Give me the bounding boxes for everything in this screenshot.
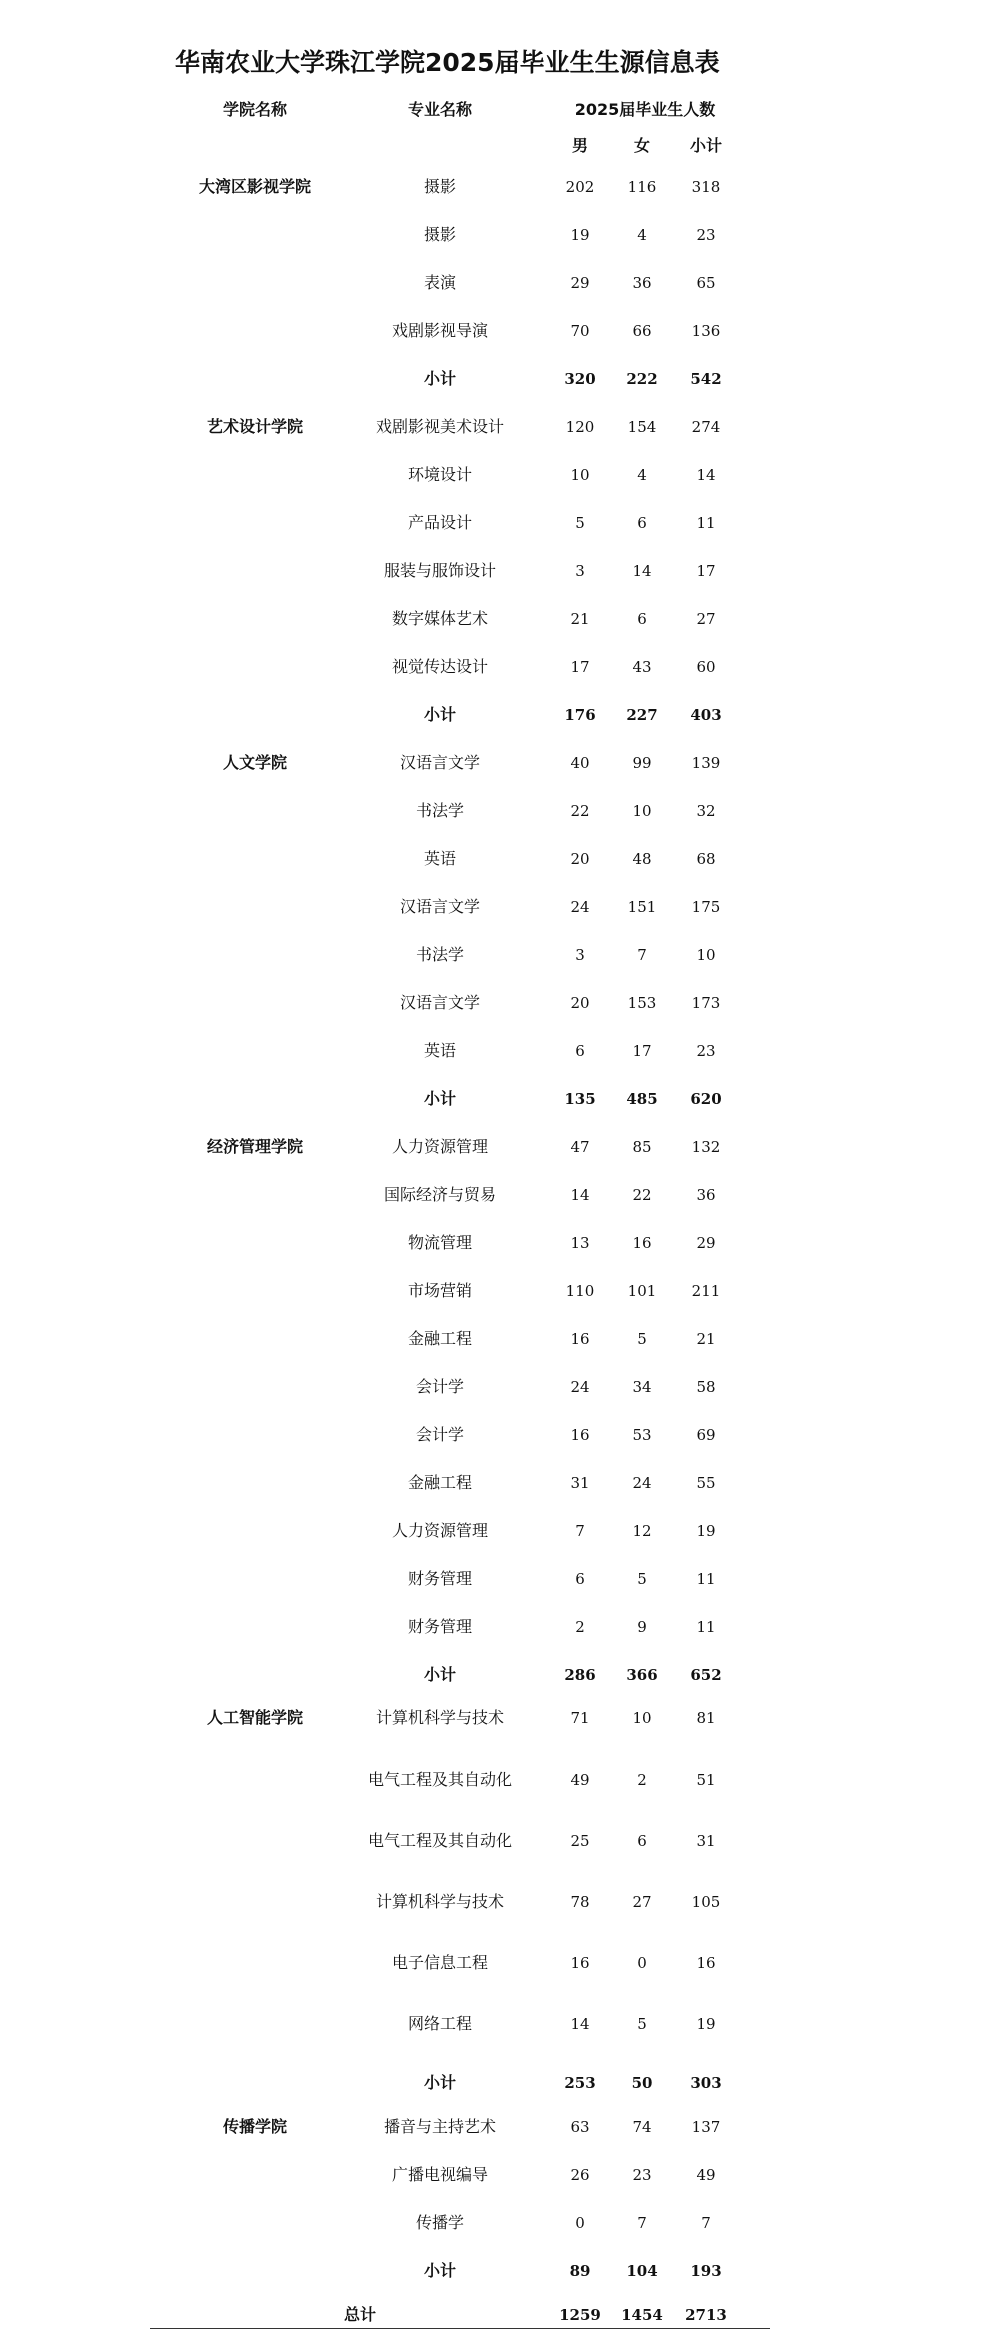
male-count: 25 [570, 1831, 590, 1850]
row-subtotal: 542 [690, 369, 722, 388]
male-count: 320 [564, 369, 596, 388]
male-count: 10 [570, 465, 590, 484]
college-name: 经济管理学院 [206, 1137, 303, 1156]
row-subtotal: 68 [696, 849, 716, 868]
row-subtotal: 19 [696, 2014, 716, 2033]
female-count: 154 [627, 417, 657, 436]
college-name [150, 2160, 360, 2190]
female-count: 27 [632, 1892, 652, 1911]
row-subtotal: 11 [696, 513, 716, 532]
table-row [0, 220, 1002, 250]
row-subtotal: 136 [691, 321, 721, 340]
college-name: 人工智能学院 [206, 1708, 303, 1727]
major-name: 电气工程及其自动化 [367, 1770, 512, 1789]
college-name [150, 1660, 360, 1690]
male-count: 22 [570, 801, 590, 820]
major-name: 摄影 [423, 225, 456, 244]
college-name [150, 364, 360, 394]
major-name: 金融工程 [407, 1473, 472, 1492]
row-subtotal: 21 [696, 1329, 716, 1348]
major-name: 市场营销 [407, 1281, 472, 1300]
male-count: 16 [570, 1329, 590, 1348]
table-row [0, 1826, 1002, 1856]
college-name [150, 1564, 360, 1594]
major-name: 汉语言文学 [399, 897, 480, 916]
female-count: 5 [637, 2014, 647, 2033]
page-title: 华南农业大学珠江学院2025届毕业生生源信息表 [175, 48, 720, 77]
subtotal-row [0, 1660, 1002, 1690]
row-subtotal: 137 [691, 2117, 721, 2136]
major-name: 汉语言文学 [399, 753, 480, 772]
male-count: 47 [570, 1137, 590, 1156]
row-subtotal: 60 [696, 657, 716, 676]
row-subtotal: 620 [690, 1089, 722, 1108]
header-major: 专业名称 [407, 100, 472, 119]
major-name: 财务管理 [407, 1569, 472, 1588]
female-count: 85 [632, 1137, 652, 1156]
female-count: 485 [626, 1089, 658, 1108]
header-male: 男 [571, 136, 588, 155]
major-name: 人力资源管理 [391, 1521, 488, 1540]
college-name [150, 460, 360, 490]
table-row [0, 1948, 1002, 1978]
college-name [150, 652, 360, 682]
row-subtotal: 23 [696, 1041, 716, 1060]
row-subtotal: 274 [691, 417, 721, 436]
table-row [0, 1180, 1002, 1210]
college-name [150, 1036, 360, 1066]
male-count: 13 [570, 1233, 590, 1252]
female-count: 2 [637, 1770, 647, 1789]
total-row [0, 2300, 1002, 2330]
row-subtotal: 14 [696, 465, 716, 484]
table-row [0, 556, 1002, 586]
college-name [150, 220, 360, 250]
major-name: 服装与服饰设计 [383, 561, 496, 580]
major-name: 小计 [423, 1089, 456, 1108]
college-name [150, 892, 360, 922]
college-name [150, 940, 360, 970]
table-row [0, 2112, 1002, 2142]
table-row [0, 460, 1002, 490]
major-name: 汉语言文学 [399, 993, 480, 1012]
row-subtotal: 652 [690, 1665, 722, 1684]
major-name: 书法学 [415, 945, 464, 964]
total-label: 总计 [343, 2305, 376, 2324]
row-subtotal: 7 [701, 2213, 711, 2232]
male-count: 26 [570, 2165, 590, 2184]
female-count: 23 [632, 2165, 652, 2184]
major-name: 产品设计 [407, 513, 472, 532]
table-row [0, 1372, 1002, 1402]
male-count: 63 [570, 2117, 590, 2136]
female-count: 74 [632, 2117, 652, 2136]
college-name [150, 1516, 360, 1546]
female-count: 50 [631, 2073, 653, 2092]
college-name [150, 1372, 360, 1402]
major-name: 小计 [423, 2261, 456, 2280]
college-name [150, 796, 360, 826]
male-count: 17 [570, 657, 590, 676]
male-count: 21 [570, 609, 590, 628]
major-name: 广播电视编导 [391, 2165, 488, 2184]
male-count: 49 [570, 1770, 590, 1789]
male-count: 20 [570, 993, 590, 1012]
major-name: 小计 [423, 1665, 456, 1684]
row-subtotal: 19 [696, 1521, 716, 1540]
table-row [0, 2160, 1002, 2190]
college-name [150, 1612, 360, 1642]
female-count: 153 [627, 993, 657, 1012]
table-row [0, 1887, 1002, 1917]
major-name: 数字媒体艺术 [391, 609, 488, 628]
male-count: 40 [570, 753, 590, 772]
table-row [0, 1132, 1002, 1162]
female-count: 4 [637, 225, 647, 244]
row-subtotal: 65 [696, 273, 716, 292]
total-female: 1454 [621, 2305, 663, 2324]
table-row [0, 1420, 1002, 1450]
male-count: 135 [564, 1089, 596, 1108]
row-subtotal: 29 [696, 1233, 716, 1252]
row-subtotal: 139 [691, 753, 721, 772]
female-count: 104 [626, 2261, 658, 2280]
subtotal-row [0, 364, 1002, 394]
table-row [0, 172, 1002, 202]
female-count: 17 [632, 1041, 652, 1060]
table-row [0, 940, 1002, 970]
female-count: 101 [627, 1281, 657, 1300]
table-row [0, 652, 1002, 682]
college-name [150, 1324, 360, 1354]
college-name [150, 700, 360, 730]
major-name: 金融工程 [407, 1329, 472, 1348]
row-subtotal: 32 [696, 801, 716, 820]
row-subtotal: 11 [696, 1569, 716, 1588]
major-name: 小计 [423, 2073, 456, 2092]
header-count-group: 2025届毕业生人数 [574, 100, 716, 119]
male-count: 71 [570, 1708, 590, 1727]
major-name: 视觉传达设计 [391, 657, 488, 676]
row-subtotal: 69 [696, 1425, 716, 1444]
college-name [150, 2208, 360, 2238]
row-subtotal: 132 [691, 1137, 721, 1156]
female-count: 34 [632, 1377, 652, 1396]
college-name [150, 604, 360, 634]
female-count: 43 [632, 657, 652, 676]
female-count: 366 [626, 1665, 658, 1684]
college-name: 大湾区影视学院 [198, 177, 311, 196]
row-subtotal: 81 [696, 1708, 716, 1727]
subtotal-row [0, 2256, 1002, 2286]
row-subtotal: 11 [696, 1617, 716, 1636]
major-name: 会计学 [415, 1425, 464, 1444]
male-count: 16 [570, 1425, 590, 1444]
female-count: 10 [632, 801, 652, 820]
table-row [0, 796, 1002, 826]
table-row [0, 316, 1002, 346]
college-name [150, 1826, 360, 1856]
row-subtotal: 303 [690, 2073, 722, 2092]
major-name: 网络工程 [407, 2014, 472, 2033]
major-name: 小计 [423, 369, 456, 388]
row-subtotal: 31 [696, 1831, 716, 1850]
table-row [0, 2009, 1002, 2039]
college-name [150, 508, 360, 538]
female-count: 48 [632, 849, 652, 868]
major-name: 电气工程及其自动化 [367, 1831, 512, 1850]
major-name: 戏剧影视美术设计 [375, 417, 504, 436]
college-name [150, 1765, 360, 1795]
row-subtotal: 17 [696, 561, 716, 580]
major-name: 电子信息工程 [391, 1953, 488, 1972]
total-divider [150, 2328, 770, 2329]
male-count: 89 [569, 2261, 591, 2280]
college-name [150, 2009, 360, 2039]
male-count: 6 [575, 1041, 585, 1060]
female-count: 12 [632, 1521, 652, 1540]
college-name [150, 268, 360, 298]
row-subtotal: 27 [696, 609, 716, 628]
row-subtotal: 173 [691, 993, 721, 1012]
college-name [150, 2068, 360, 2098]
male-count: 14 [570, 2014, 590, 2033]
female-count: 9 [637, 1617, 647, 1636]
female-count: 10 [632, 1708, 652, 1727]
row-subtotal: 49 [696, 2165, 716, 2184]
female-count: 99 [632, 753, 652, 772]
college-name [150, 844, 360, 874]
major-name: 英语 [423, 1041, 456, 1060]
male-count: 2 [575, 1617, 585, 1636]
subtotal-row [0, 700, 1002, 730]
female-count: 222 [626, 369, 658, 388]
major-name: 会计学 [415, 1377, 464, 1396]
college-name: 传播学院 [222, 2117, 287, 2136]
table-row [0, 748, 1002, 778]
table-row [0, 1703, 1002, 1733]
row-subtotal: 51 [696, 1770, 716, 1789]
male-count: 29 [570, 273, 590, 292]
female-count: 227 [626, 705, 658, 724]
row-subtotal: 16 [696, 1953, 716, 1972]
major-name: 国际经济与贸易 [383, 1185, 496, 1204]
male-count: 5 [575, 513, 585, 532]
table-row [0, 604, 1002, 634]
table-row [0, 1324, 1002, 1354]
major-name: 传播学 [415, 2213, 464, 2232]
female-count: 7 [637, 945, 647, 964]
male-count: 6 [575, 1569, 585, 1588]
male-count: 14 [570, 1185, 590, 1204]
college-name [150, 988, 360, 1018]
female-count: 6 [637, 513, 647, 532]
table-row [0, 1516, 1002, 1546]
male-count: 19 [570, 225, 590, 244]
male-count: 20 [570, 849, 590, 868]
major-name: 戏剧影视导演 [391, 321, 488, 340]
row-subtotal: 318 [691, 177, 721, 196]
subtotal-row [0, 1084, 1002, 1114]
table-row [0, 268, 1002, 298]
table-row [0, 988, 1002, 1018]
header-college: 学院名称 [222, 100, 287, 119]
male-count: 31 [570, 1473, 590, 1492]
major-name: 计算机科学与技术 [375, 1708, 504, 1727]
college-name [150, 1887, 360, 1917]
major-name: 表演 [423, 273, 456, 292]
male-count: 3 [575, 945, 585, 964]
female-count: 14 [632, 561, 652, 580]
male-count: 202 [565, 177, 595, 196]
row-subtotal: 10 [696, 945, 716, 964]
college-name: 人文学院 [222, 753, 287, 772]
college-name [150, 2256, 360, 2286]
major-name: 小计 [423, 705, 456, 724]
female-count: 0 [637, 1953, 647, 1972]
female-count: 151 [627, 897, 657, 916]
row-subtotal: 36 [696, 1185, 716, 1204]
table-row [0, 508, 1002, 538]
table-row [0, 844, 1002, 874]
table-row [0, 892, 1002, 922]
female-count: 36 [632, 273, 652, 292]
major-name: 计算机科学与技术 [375, 1892, 504, 1911]
college-name [150, 1180, 360, 1210]
major-name: 环境设计 [407, 465, 472, 484]
college-name [150, 556, 360, 586]
male-count: 0 [575, 2213, 585, 2232]
row-subtotal: 403 [690, 705, 722, 724]
female-count: 24 [632, 1473, 652, 1492]
female-count: 6 [637, 609, 647, 628]
female-count: 53 [632, 1425, 652, 1444]
row-subtotal: 211 [691, 1281, 721, 1300]
subtotal-row [0, 2068, 1002, 2098]
male-count: 176 [564, 705, 596, 724]
major-name: 财务管理 [407, 1617, 472, 1636]
table-row [0, 1765, 1002, 1795]
total-male: 1259 [559, 2305, 601, 2324]
table-row [0, 1036, 1002, 1066]
male-count: 78 [570, 1892, 590, 1911]
female-count: 7 [637, 2213, 647, 2232]
major-name: 摄影 [423, 177, 456, 196]
table-row [0, 1468, 1002, 1498]
female-count: 6 [637, 1831, 647, 1850]
male-count: 24 [570, 1377, 590, 1396]
header-female: 女 [633, 136, 650, 155]
male-count: 286 [564, 1665, 596, 1684]
female-count: 22 [632, 1185, 652, 1204]
female-count: 66 [632, 321, 652, 340]
row-subtotal: 105 [691, 1892, 721, 1911]
row-subtotal: 175 [691, 897, 721, 916]
male-count: 24 [570, 897, 590, 916]
female-count: 116 [627, 177, 657, 196]
major-name: 播音与主持艺术 [383, 2117, 496, 2136]
male-count: 7 [575, 1521, 585, 1540]
major-name: 物流管理 [407, 1233, 472, 1252]
female-count: 5 [637, 1329, 647, 1348]
female-count: 16 [632, 1233, 652, 1252]
row-subtotal: 193 [690, 2261, 722, 2280]
table-row [0, 2208, 1002, 2238]
college-name [150, 1276, 360, 1306]
college-name [150, 1468, 360, 1498]
table-row [0, 1564, 1002, 1594]
female-count: 5 [637, 1569, 647, 1588]
header-subtotal: 小计 [689, 136, 722, 155]
male-count: 16 [570, 1953, 590, 1972]
row-subtotal: 58 [696, 1377, 716, 1396]
college-name [150, 1228, 360, 1258]
table-row [0, 1276, 1002, 1306]
male-count: 253 [564, 2073, 596, 2092]
college-name [150, 1948, 360, 1978]
major-name: 人力资源管理 [391, 1137, 488, 1156]
total-sum: 2713 [685, 2305, 727, 2324]
table-row [0, 1612, 1002, 1642]
table-row [0, 412, 1002, 442]
college-name [150, 1084, 360, 1114]
table-row [0, 1228, 1002, 1258]
row-subtotal: 55 [696, 1473, 716, 1492]
major-name: 英语 [423, 849, 456, 868]
college-name [150, 316, 360, 346]
row-subtotal: 23 [696, 225, 716, 244]
male-count: 120 [565, 417, 595, 436]
male-count: 110 [565, 1281, 595, 1300]
college-name [150, 1420, 360, 1450]
male-count: 70 [570, 321, 590, 340]
college-name: 艺术设计学院 [206, 417, 303, 436]
male-count: 3 [575, 561, 585, 580]
major-name: 书法学 [415, 801, 464, 820]
female-count: 4 [637, 465, 647, 484]
